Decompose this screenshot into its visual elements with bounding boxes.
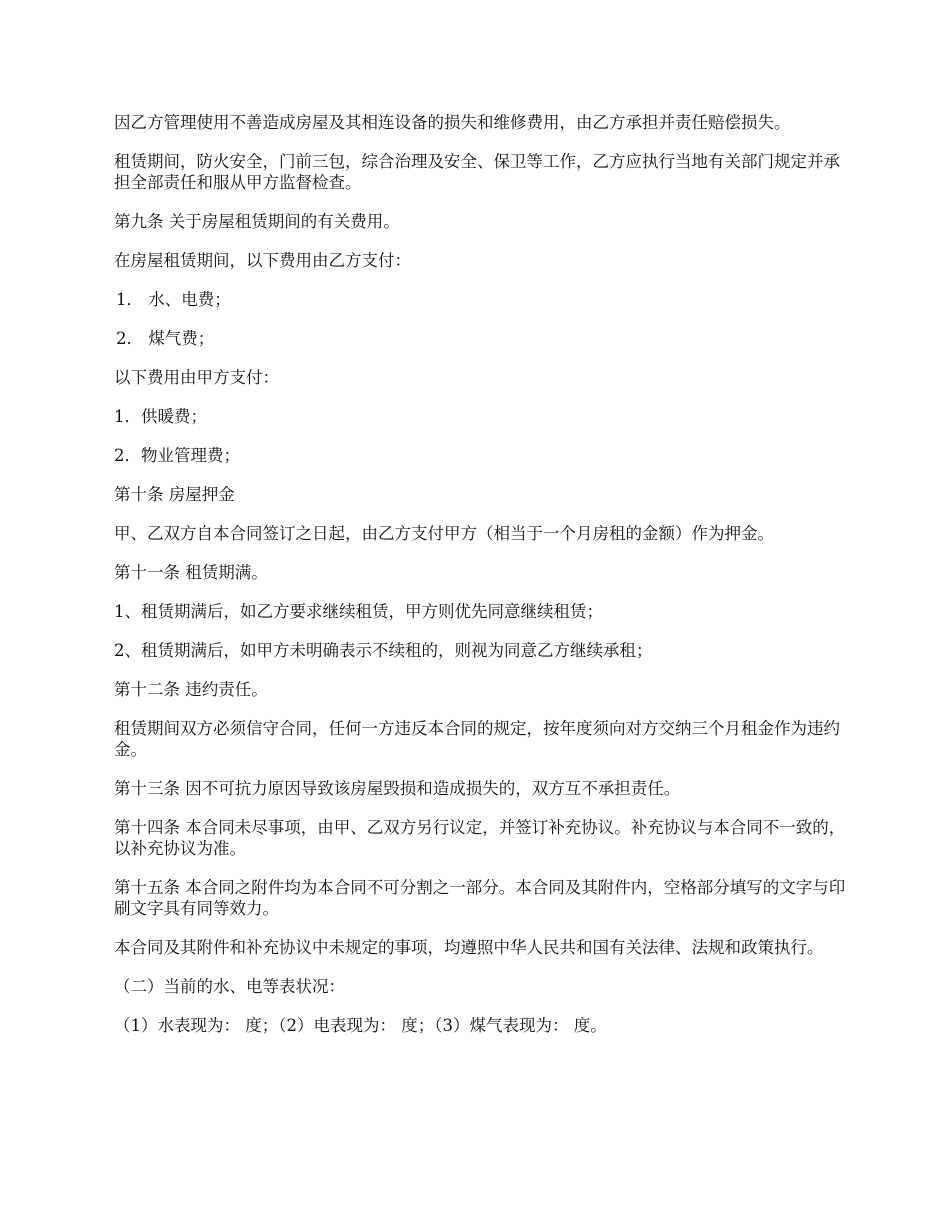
list-item: 2．物业管理费； [114,446,240,465]
paragraph: 本合同及其附件和补充协议中未规定的事项，均遵照中华人民共和国有关法律、法规和政策执行。 [114,938,824,957]
meter-readings: （1）水表现为： 度；（2）电表现为： 度；（3）煤气表现为： 度。 [114,1016,607,1035]
section-heading: （二）当前的水、电等表状况： [114,977,345,996]
article-heading: 第九条 关于房屋租赁期间的有关费用。 [114,212,400,231]
list-item: 1．供暖费； [114,407,207,426]
article-heading: 第十条 房屋押金 [114,485,235,504]
list-item: 1、租赁期满后，如乙方要求继续租赁，甲方则优先同意继续租赁； [114,602,603,621]
paragraph: 租赁期间，防火安全，门前三包，综合治理及安全、保卫等工作，乙方应执行当地有关部门规定并承担全部责任和服从甲方监督检查。 [114,152,840,192]
paragraph: 第十四条 本合同未尽事项，由甲、乙双方另行议定，并签订补充协议。补充协议与本合同不一致的，以补充协议为准。 [114,818,846,858]
paragraph: 因乙方管理使用不善造成房屋及其相连设备的损失和维修费用，由乙方承担并责任赔偿损失。 [114,113,791,132]
list-item: 2． 煤气费； [116,329,215,348]
list-item: 1． 水、电费； [116,290,231,309]
paragraph: 租赁期间双方必须信守合同，任何一方违反本合同的规定，按年度须向对方交纳三个月租金作为违约金。 [114,719,840,759]
paragraph: 甲、乙双方自本合同签订之日起，由乙方支付甲方（相当于一个月房租的金额）作为押金。 [114,524,774,543]
list-item: 2、租赁期满后，如甲方未明确表示不续租的，则视为同意乙方继续承租； [114,641,653,660]
paragraph: 第十三条 因不可抗力原因导致该房屋毁损和造成损失的，双方互不承担责任。 [114,779,681,798]
paragraph: 以下费用由甲方支付： [114,368,279,387]
article-heading: 第十一条 租赁期满。 [114,563,268,582]
paragraph: 在房屋租赁期间，以下费用由乙方支付： [114,251,411,270]
article-heading: 第十二条 违约责任。 [114,680,268,699]
document-body [114,112,854,1054]
paragraph: 第十五条 本合同之附件均为本合同不可分割之一部分。本合同及其附件内，空格部分填写的文字与印刷文字具有同等效力。 [114,878,846,918]
